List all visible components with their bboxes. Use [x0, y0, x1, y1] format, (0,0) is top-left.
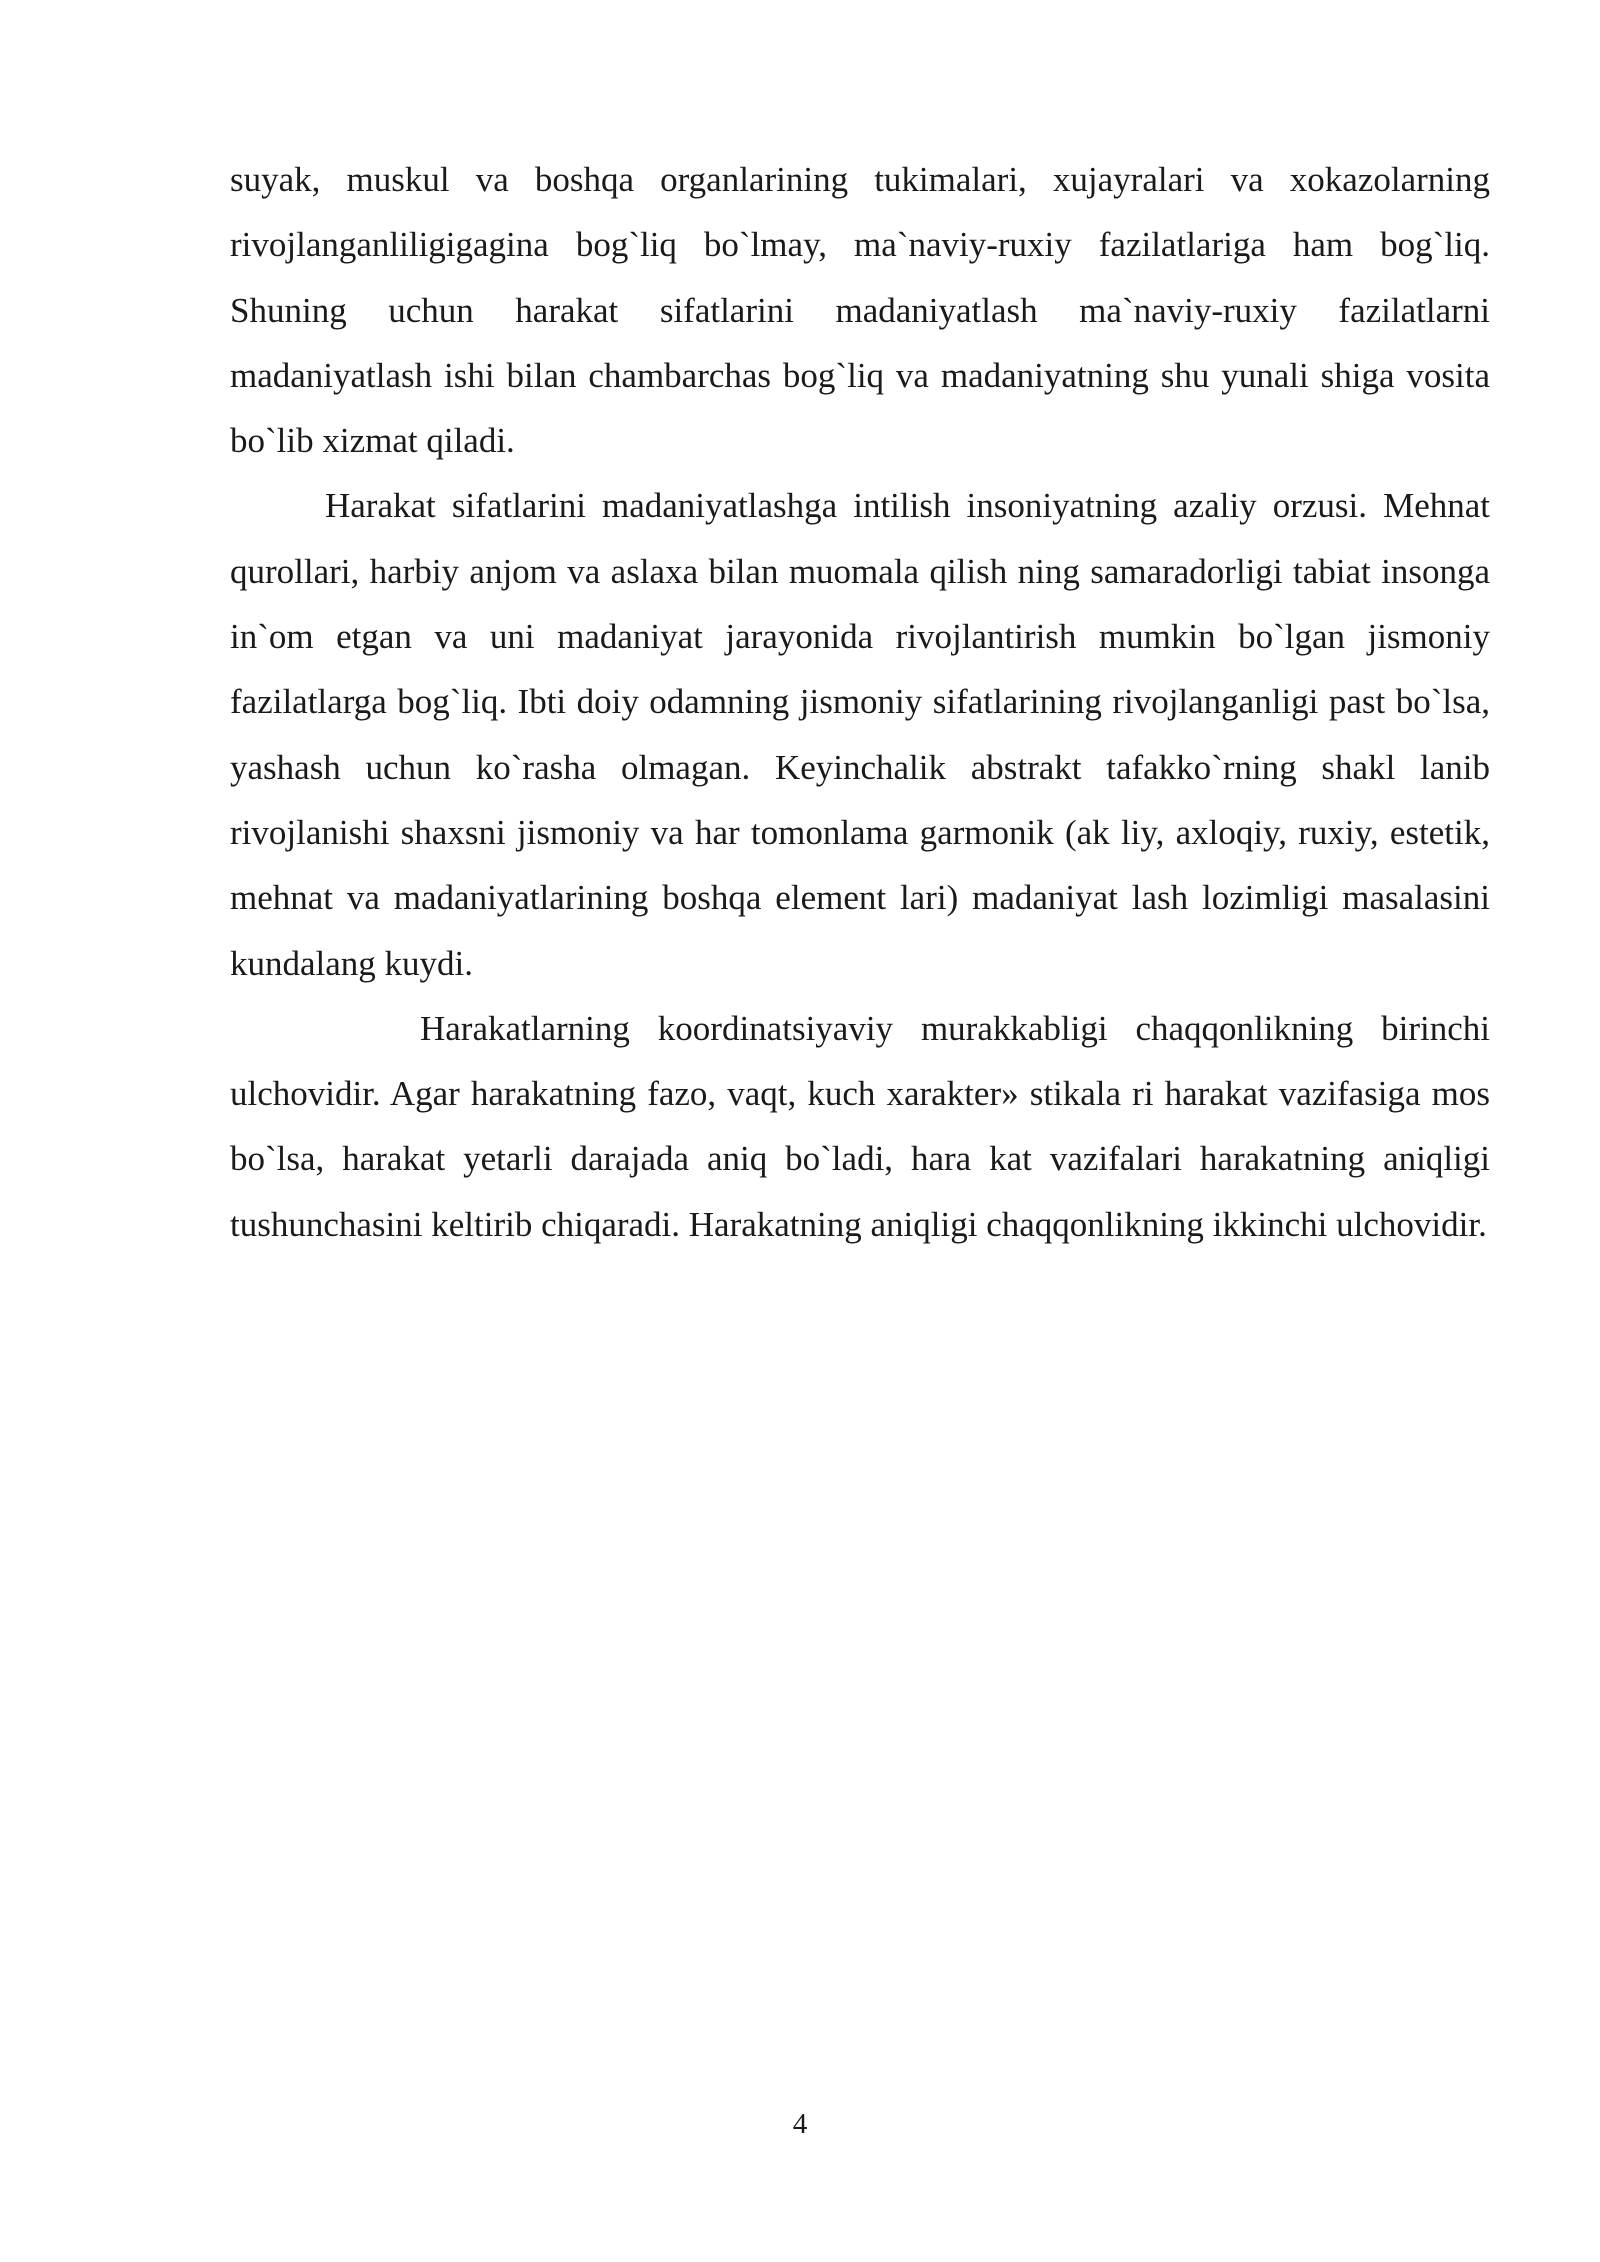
paragraph-1: suyak, muskul va boshqa organlarining tukimalari, xujayralari va xokazolarning rivojlanganliligigagina bog`liq bo`lmay, ma`naviy-ruxiy fazilatlariga ham bog`liq. Shuning uchun harakat sifatlarini madaniyatlash ma`naviy-ruxiy fazilatlarni madaniyatlash ishi bilan chambarchas bog`liq va madaniyatning shu yunali shiga vosita bo`lib xizmat qiladi.	[230, 160, 1490, 461]
document-body	[230, 147, 1490, 1257]
paragraph-2: Harakat sifatlarini madaniyatlashga intilish insoniyatning azaliy orzusi. Mehnat qurollari, harbiy anjom va aslaxa bilan muomala qilish ning samaradorligi tabiat insonga in`om etgan va uni madaniyat jarayonida rivojlantirish mumkin bo`lgan jismoniy fazilatlarga bog`liq. Ibti doiy odamning jismoniy sifatlarining rivojlanganligi past bo`lsa, yashash uchun ko`rasha olmagan. Keyinchalik abstrakt tafakko`rning shakl lanib rivojlanishi shaxsni jismoniy va har tomonlama garmonik (ak liy, axloqiy, ruxiy, estetik, mehnat va madaniyatlarining boshqa element lari) madaniyat lash lozimligi masalasini kundalang kuydi.	[230, 486, 1490, 983]
page-number: 4	[792, 2108, 808, 2140]
paragraph-3: Harakatlarning koordinatsiyaviy murakkabligi chaqqonlikning birinchi ulchovidir. Agar harakatning fazo, vaqt, kuch xarakter» stikala ri harakat vazifasiga mos bo`lsa, harakat yetarli darajada aniq bo`ladi, hara kat vazifalari harakatning aniqligi tushunchasini keltirib chiqaradi. Harakatning aniqligi chaqqonlikning ikkinchi ulchovidir.	[230, 1008, 1490, 1244]
